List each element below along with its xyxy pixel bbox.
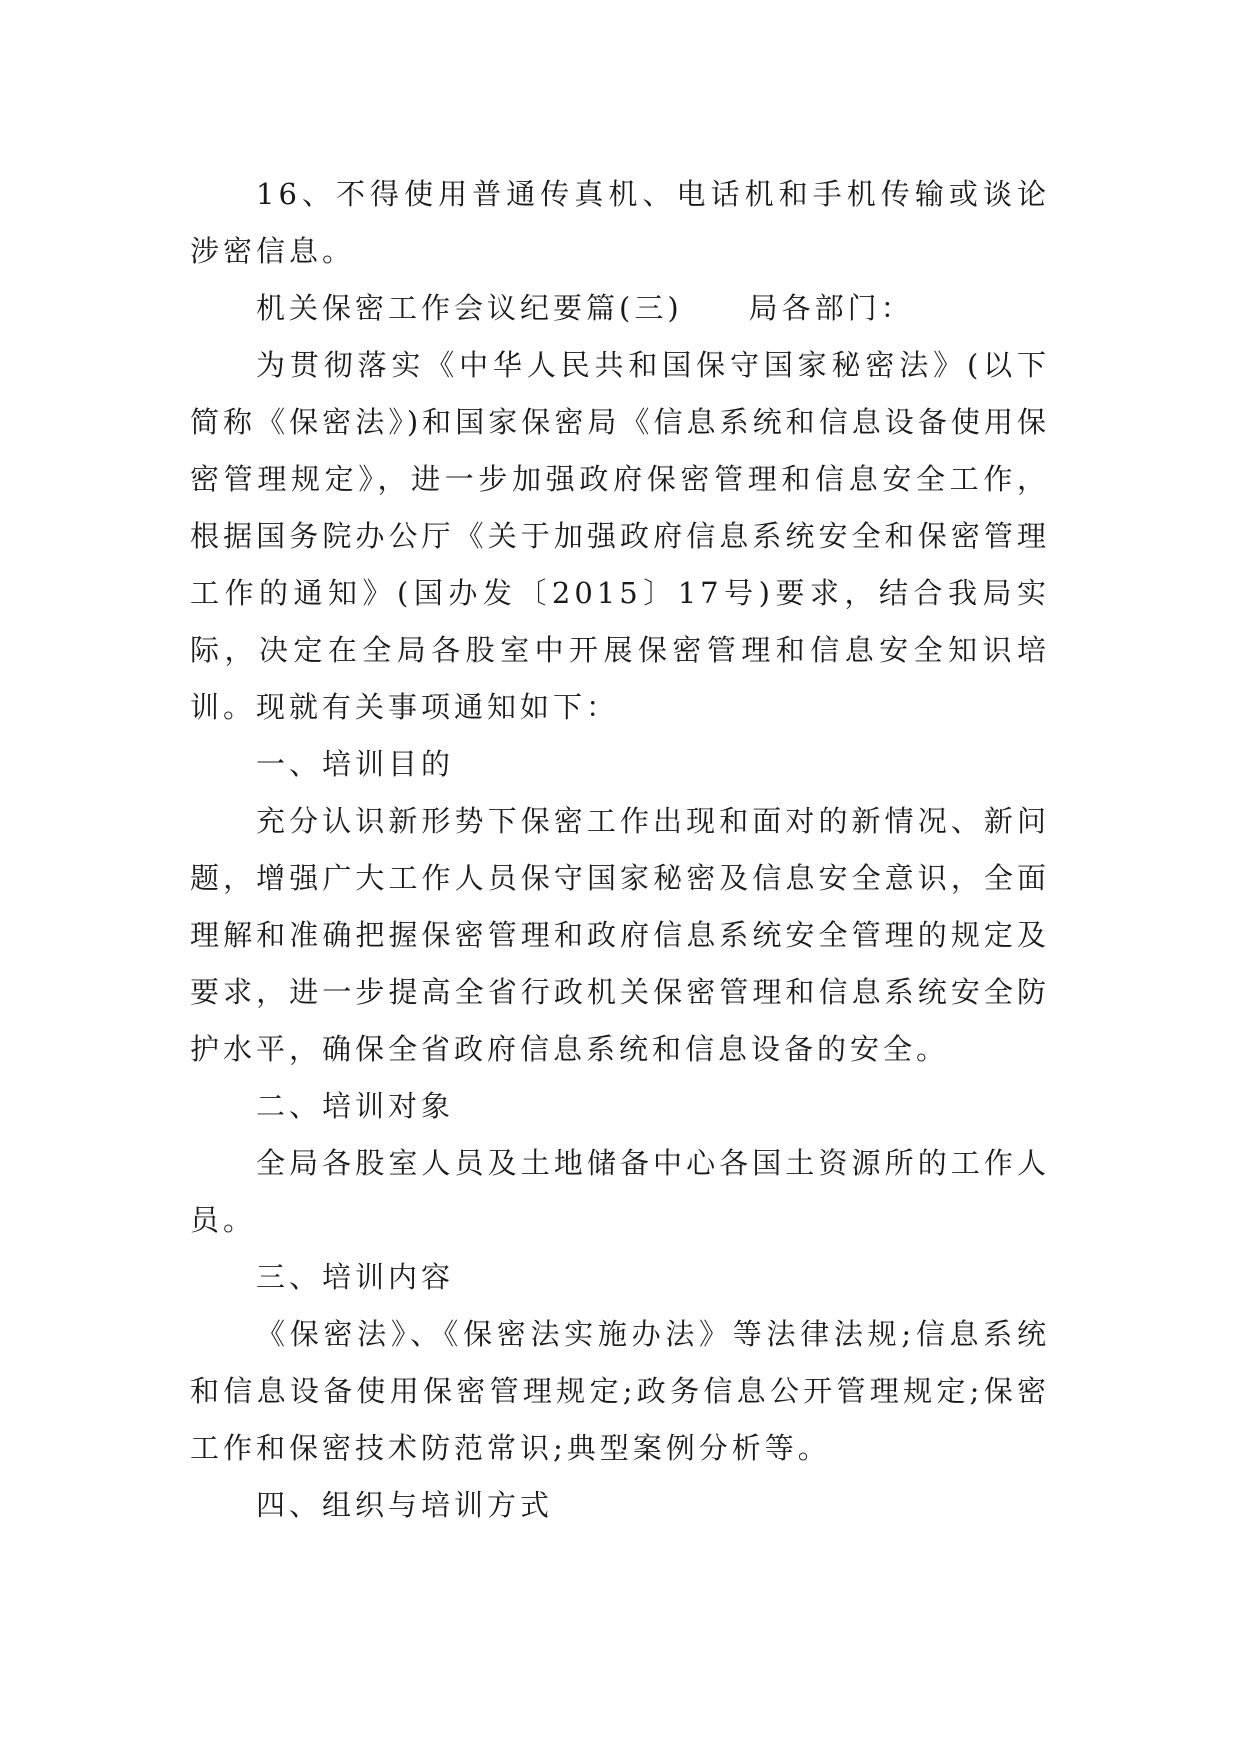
document-body (190, 166, 1050, 1534)
heading-training-content: 三、培训内容 (256, 1260, 455, 1294)
section-heading-meeting-minutes: 机关保密工作会议纪要篇(三) 局各部门： (256, 291, 914, 325)
heading-training-method: 四、组织与培训方式 (256, 1488, 554, 1522)
paragraph-training-purpose: 充分认识新形势下保密工作出现和面对的新情况、新问题，增强广大工作人员保守国家秘密及信息安全意识，全面理解和准确把握保密管理和政府信息系统安全管理的规定及要求，进一步提高全省行政机关保密管理和信息系统安全防护水平，确保全省政府信息系统和信息设备的安全。 (190, 804, 1050, 1066)
heading-training-purpose: 一、培训目的 (256, 747, 455, 781)
paragraph-intro: 为贯彻落实《中华人民共和国保守国家秘密法》(以下简称《保密法》)和国家保密局《信息系统和信息设备使用保密管理规定》，进一步加强政府保密管理和信息安全工作，根据国务院办公厅《关于加强政府信息系统安全和保密管理工作的通知》(国办发〔2015〕17号)要求，结合我局实际，决定在全局各股室中开展保密管理和信息安全知识培训。现就有关事项通知如下： (190, 348, 1050, 724)
paragraph-training-content: 《保密法》、《保密法实施办法》等法律法规;信息系统和信息设备使用保密管理规定;政务信息公开管理规定;保密工作和保密技术防范常识;典型案例分析等。 (190, 1317, 1050, 1465)
paragraph-item-16: 16、不得使用普通传真机、电话机和手机传输或谈论涉密信息。 (190, 177, 1050, 268)
heading-training-target: 二、培训对象 (256, 1089, 455, 1123)
paragraph-training-target: 全局各股室人员及土地储备中心各国土资源所的工作人员。 (190, 1146, 1050, 1237)
